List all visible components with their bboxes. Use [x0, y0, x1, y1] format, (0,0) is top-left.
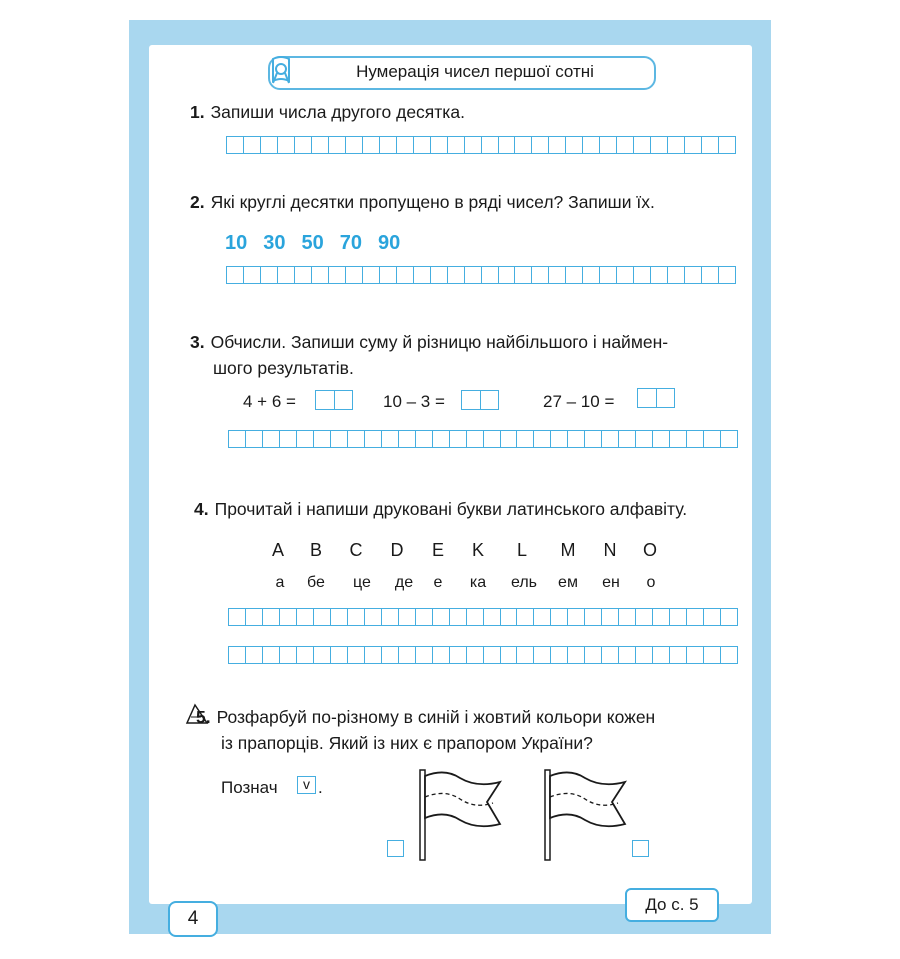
expression: 4 + 6 = — [243, 392, 296, 411]
answer-grid[interactable] — [228, 430, 738, 448]
task-number: 1. — [190, 102, 205, 122]
flag-checkbox-left[interactable] — [387, 840, 404, 857]
latin-letter: N — [603, 540, 617, 560]
latin-letter: D — [390, 540, 404, 560]
answer-box[interactable] — [461, 390, 499, 410]
sequence-number: 30 — [263, 232, 286, 254]
letter-name: де — [394, 574, 414, 591]
sequence-number: 90 — [378, 232, 401, 254]
latin-letter: M — [560, 540, 576, 560]
letter-name: ем — [558, 574, 578, 591]
letter-name: це — [353, 574, 371, 591]
answer-box[interactable] — [637, 388, 675, 408]
letter-name: бе — [307, 574, 325, 591]
answer-grid[interactable] — [228, 608, 738, 626]
task-number: 2. — [190, 192, 205, 212]
task-3-line2: шого результатів. — [213, 358, 354, 378]
task-number: 4. — [194, 499, 209, 519]
task-text: Прочитай і напиши друковані букви латинського алфавіту. — [214, 499, 688, 519]
answer-box[interactable] — [315, 390, 353, 410]
scroll-icon — [267, 53, 295, 87]
latin-letter: B — [309, 540, 322, 560]
flag-icon — [415, 768, 505, 862]
task-1 — [190, 100, 465, 124]
task-number: 3. — [190, 332, 205, 352]
task-text-line1: Обчисли. Запиши суму й різницю найбільшого і наймен- — [210, 332, 669, 352]
letter-name: ка — [469, 574, 487, 591]
task-text: Запиши числа другого десятка. — [210, 102, 465, 122]
latin-letter: A — [271, 540, 284, 560]
answer-grid[interactable] — [228, 646, 738, 664]
task-text-line1: Розфарбуй по-різному в синій і жовтий кольори кожен — [216, 707, 656, 727]
number-sequence — [225, 232, 416, 255]
latin-letter: K — [471, 540, 484, 560]
expression: 10 – 3 = — [383, 392, 445, 411]
flag-icon — [540, 768, 630, 862]
task-4 — [194, 497, 687, 521]
letter-name: о — [646, 574, 656, 591]
task-5-line2: із прапорців. Який із них є прапором України? — [221, 733, 593, 753]
letter-name: е — [433, 574, 443, 591]
letter-name: ен — [602, 574, 620, 591]
mark-period: . — [318, 778, 323, 797]
expression: 27 – 10 = — [543, 392, 615, 411]
flag-checkbox-right[interactable] — [632, 840, 649, 857]
answer-grid[interactable] — [226, 266, 736, 284]
task-number: 5. — [196, 707, 211, 727]
task-5 — [196, 705, 655, 729]
latin-letter: O — [642, 540, 657, 560]
page-reference: До с. 5 — [625, 888, 719, 922]
latin-letter: L — [516, 540, 527, 560]
letter-name: а — [275, 574, 285, 591]
task-3 — [190, 330, 668, 354]
task-2 — [190, 190, 655, 214]
mark-label: Познач — [221, 778, 278, 797]
answer-grid[interactable] — [226, 136, 736, 154]
letter-name: ель — [510, 574, 538, 591]
sequence-number: 50 — [301, 232, 324, 254]
mark-sample-box: v — [297, 776, 316, 794]
page-title: Нумерація чисел першої сотні — [356, 62, 594, 81]
sequence-number: 10 — [225, 232, 248, 254]
page-number: 4 — [168, 901, 218, 937]
latin-letter: E — [431, 540, 444, 560]
sequence-number: 70 — [339, 232, 362, 254]
task-text: Які круглі десятки пропущено в ряді чисел? Запиши їх. — [210, 192, 655, 212]
latin-letter: C — [349, 540, 363, 560]
